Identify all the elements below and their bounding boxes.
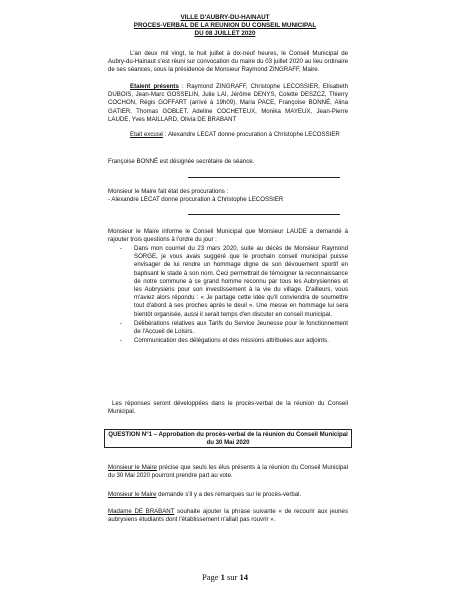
presents-label: Etaient présents xyxy=(130,83,179,90)
speaker-label: Madame DE BRABANT xyxy=(108,508,175,515)
separator-line xyxy=(188,177,340,178)
intro-paragraph: L'an deux mil vingt, le huit juillet à dix-neuf heures, le Conseil Municipal de Aubry-du-Hainaut s'est réuni sur convocation du maire du 03 juillet 2020 au lieu ordinaire de ses séances, sous la présidence de Monsieur Raymond ZINGRAFF, Maire. xyxy=(108,50,348,74)
procurations-item: - Alexandre LECAT donne procuration à Christophe LECOSSIER xyxy=(108,196,284,203)
header-date: DU 08 JUILLET 2020 xyxy=(194,30,256,37)
page-number: 1 xyxy=(220,572,225,582)
secretaire-paragraph: Françoise BONNÉ est désignée secrétaire de séance. xyxy=(108,158,255,165)
list-item: - Délibérations relatives aux Tarifs du Service Jeunesse pour le fonctionnement de l'Accueil de Loisirs. xyxy=(108,320,348,336)
header-title: PROCES-VERBAL DE LA REUNION DU CONSEIL MUNICIPAL xyxy=(133,22,317,29)
excuse-paragraph xyxy=(108,131,348,139)
excuse-label: Etait excusé xyxy=(130,131,164,138)
header-city: VILLE D'AUBRY-DU-HAINAUT xyxy=(180,14,270,21)
reponses-paragraph: Les réponses seront développées dans le procès-verbal de la réunion du Conseil Municipal. xyxy=(108,400,348,416)
speaker-label: Monsieur le Maire xyxy=(108,491,157,498)
page-total: 14 xyxy=(239,572,249,582)
separator-line xyxy=(188,214,340,215)
presents-paragraph xyxy=(108,83,348,124)
presents-list: : Raymond ZINGRAFF, Christophe LECOSSIER, Elisabeth DUBOIS, Jean-Marc GOSSELIN, Julie LAI, Jérôme DENYS, Colette DESZCZ, Thierry COCHON, Régis GOFFART (arrivé à 19h09), Maria PACE, Françoise BONNÉ, Alina GATIER, Thomas GOBLET, Adeline COCHETEUX, Monika MAYEUX, Jean-Pierre LAUDE, Yves MAILLARD, Olivia DE BRABANT xyxy=(108,83,348,123)
paragraph-maire-demande: Monsieur le Maire demande s'il y a des remarques sur le procès-verbal. xyxy=(108,491,302,498)
ajout-intro: Monsieur le Maire informe le Conseil Municipal que Monsieur LAUDE a demandé à rajouter trois questions à l'ordre du jour : xyxy=(108,228,348,244)
question-box: QUESTION N°1 – Approbation du procès-verbal de la réunion du Conseil Municipal du 30 Mai 2020 xyxy=(104,429,352,448)
list-item: - Communication des délégations et des missions attribuées aux adjoints. xyxy=(108,337,348,345)
list-item: - Dans mon courriel du 23 mars 2020, suite au décès de Monsieur Raymond SORGE, je vous avais suggéré que le prochain conseil municipal puisse envisager de lui rendre un hommage digne de son dévouement sportif en baptisant le stade à son nom. Ceci permettrait de témoigner la reconnaissance de notre commune à ce grand homme reconnu par tous les Aubrysiennes et les Aubrysiens pour son investissement à la vie du village. D'ailleurs, vous m'aviez alors répondu : « Je partage cette idée qu'il conviendra de soumettre tout d'abord à ses proches après le deuil ». Une messe en hommage lui sera bientôt organisée, aussi il serait temps d'en discuter en conseil municipal. xyxy=(108,245,348,319)
procurations-title: Monsieur le Maire fait état des procurations : xyxy=(108,188,229,195)
excuse-text: : Alexandre LECAT donne procuration à Christophe LECOSSIER xyxy=(163,131,340,138)
speaker-label: Monsieur le Maire xyxy=(108,464,157,471)
page-footer: Page 1 sur 14 xyxy=(201,572,249,582)
paragraph-maire-precise: Monsieur le Maire précise que seuls les élus présents à la réunion du Conseil Municipal du 30 Mai 2020 pourront prendre part au vote. xyxy=(108,464,349,480)
ajout-list xyxy=(108,245,348,346)
paragraph-de-brabant: Madame DE BRABANT souhaite ajouter la phrase suivante « de recourir aux jeunes aubrysiens étudiants dont l'établissement n'allait pas rouvrir ». xyxy=(108,508,348,524)
